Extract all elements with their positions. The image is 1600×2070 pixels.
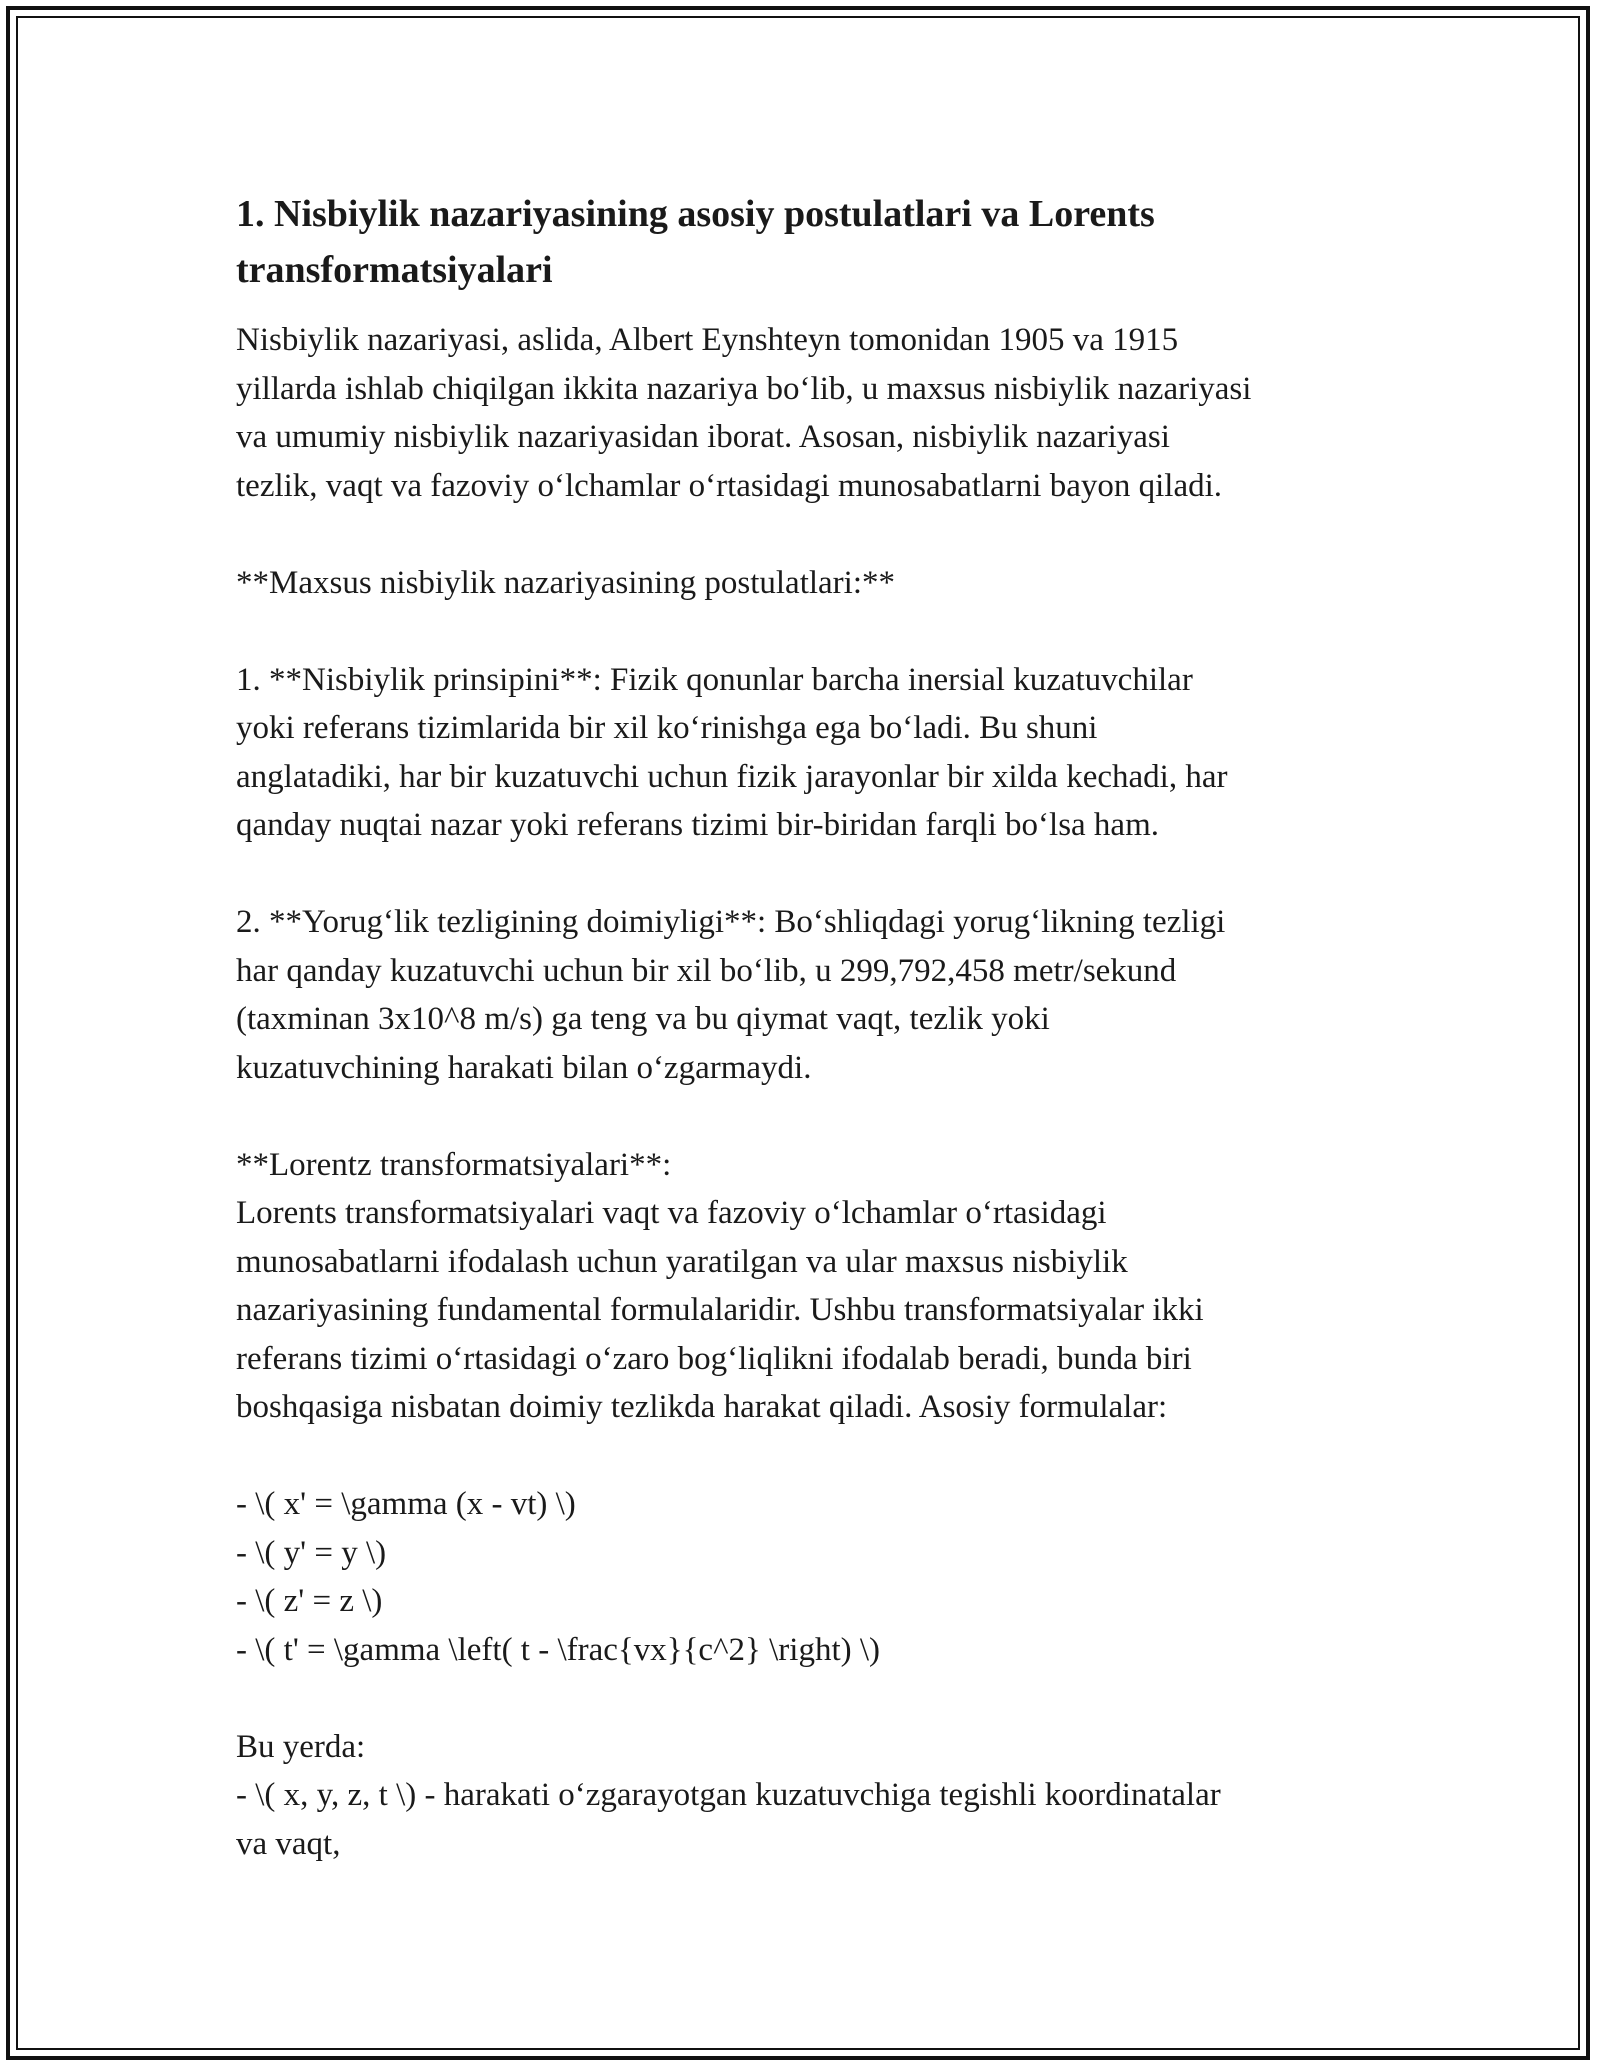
paragraph-gap [236,1432,1366,1481]
postulate-1-paragraph: 1. **Nisbiylik prinsipini**: Fizik qonunlar barcha inersial kuzatuvchilar yoki referans tizimlarida bir xil ko‘rinishga ega bo‘ladi. Bu shuni anglatadiki, har bir kuzatuvchi uchun fizik jarayonlar bir xilda kechadi, har qanday nuqtai nazar yoki referans tizimi bir-biridan farqli bo‘lsa ham. [236,661,1228,843]
intro-paragraph: Nisbiylik nazariyasi, aslida, Albert Eynshteyn tomonidan 1905 va 1915 yillarda ishlab chiqilgan ikkita nazariya bo‘lib, u maxsus nisbiylik nazariyasi va umumiy nisbiylik nazariyasidan iborat. Asosan, nisbiylik nazariyasi tezlik, vaqt va fazoviy o‘lchamlar o‘rtasidagi munosabatlarni bayon qiladi. [236,322,1252,504]
document-body [236,186,1366,1868]
section-heading: 1. Nisbiylik nazariyasining asosiy postulatlari va Lorents transformatsiyalari [236,193,1155,291]
postulates-heading: **Maxsus nisbiylik nazariyasining postulatlari:** [236,564,896,601]
paragraph-gap [236,510,1366,559]
postulate-2-paragraph: 2. **Yorug‘lik tezligining doimiyligi**: Bo‘shliqdagi yorug‘likning tezligi har qanday kuzatuvchi uchun bir xil bo‘lib, u 299,792,458 metr/sekund (taxminan 3x10^8 m/s) ga teng va bu qiymat vaqt, tezlik yoki kuzatuvchining harakati bilan o‘zgarmaydi. [236,904,1226,1086]
where-paragraph: Bu yerda: - \( x, y, z, t \) - harakati o‘zgarayotgan kuzatuvchiga tegishli koordinatalar va vaqt, [236,1728,1221,1862]
paragraph-gap [236,850,1366,899]
paragraph-gap [236,1092,1366,1141]
paragraph-gap [236,1674,1366,1723]
paragraph-gap [236,607,1366,656]
formula-list: - \( x' = \gamma (x - vt) \) - \( y' = y \) - \( z' = z \) - \( t' = \gamma \left( t - \frac{vx}{c^2} \right) \) [236,1486,881,1668]
lorentz-paragraph: **Lorentz transformatsiyalari**: Lorents transformatsiyalari vaqt va fazoviy o‘lchamlar o‘rtasidagi munosabatlarni ifodalash uchun yaratilgan va ular maxsus nisbiylik nazariyasining fundamental formulalaridir. Ushbu transformatsiyalar ikki referans tizimi o‘rtasidagi o‘zaro bog‘liqlikni ifodalab beradi, bunda biri boshqasiga nisbatan doimiy tezlikda harakat qiladi. Asosiy formulalar: [236,1146,1204,1425]
